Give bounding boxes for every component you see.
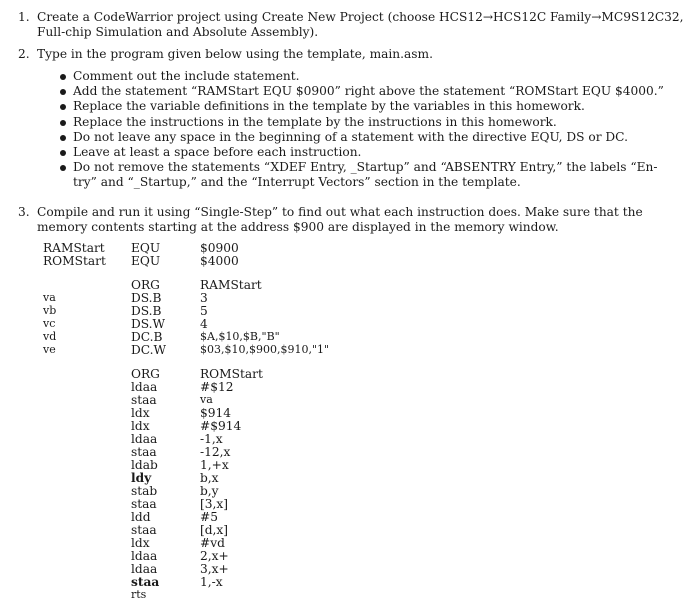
code-label: ve (43, 343, 56, 356)
code-operand: 3,x+ (200, 562, 229, 576)
code-operand: 1,-x (200, 575, 223, 589)
code-operand: va (200, 393, 213, 406)
code-operand: #5 (200, 510, 218, 524)
code-instruction: ldaa (131, 432, 158, 446)
bullet-item: Add the statement “RAMStart EQU $0900” right above the statement “ROMStart EQU $4000.” (60, 84, 680, 99)
code-operand: $A,$10,$B,"B" (200, 330, 280, 343)
code-instruction: ldaa (131, 549, 158, 563)
code-instruction: staa (131, 445, 157, 459)
code-operand: b,x (200, 471, 219, 485)
code-instruction: DS.W (131, 317, 166, 331)
code-operand: 3 (200, 291, 208, 305)
bullet-item: Replace the variable definitions in the template by the variables in this homework. (60, 99, 680, 114)
code-operand: 2,x+ (200, 549, 229, 563)
step-text (37, 47, 690, 62)
code-instruction: stab (131, 484, 158, 498)
code-operand: b,y (200, 484, 219, 498)
code-operand: #vd (200, 536, 225, 550)
step-line: Full-chip Simulation and Absolute Assembly). (37, 25, 319, 39)
code-label: ROMStart (43, 254, 106, 268)
step-2 (18, 47, 690, 62)
code-instruction: ldy (131, 471, 152, 485)
bullet-item: Replace the instructions in the template by the instructions in this homework. (60, 115, 680, 130)
step-text (37, 10, 690, 40)
code-instruction: ldd (131, 510, 151, 524)
code-instruction: ldaa (131, 380, 158, 394)
step-number: 1. (18, 10, 30, 24)
code-label: vc (43, 317, 56, 330)
code-instruction: ORG (131, 278, 160, 292)
bullet-dot-icon (60, 74, 66, 80)
code-operand: #$12 (200, 380, 234, 394)
code-operand: #$914 (200, 419, 242, 433)
code-label: RAMStart (43, 241, 105, 255)
code-instruction: DC.B (131, 330, 163, 344)
step-line: memory contents starting at the address $900 are displayed in the memory window. (37, 220, 559, 234)
code-instruction: staa (131, 393, 157, 407)
code-instruction: staa (131, 575, 160, 589)
code-operand: 1,+x (200, 458, 229, 472)
bullet-dot-icon (60, 120, 66, 126)
step-text (37, 205, 690, 235)
code-instruction: staa (131, 497, 157, 511)
code-operand: ROMStart (200, 367, 263, 381)
step-3 (18, 205, 690, 235)
code-instruction: EQU (131, 254, 161, 268)
code-operand: 5 (200, 304, 208, 318)
bullet-item: Comment out the include statement. (60, 69, 680, 84)
code-operand: 4 (200, 317, 208, 331)
code-operand: $4000 (200, 254, 239, 268)
bullet-dot-icon (60, 104, 66, 110)
step-number: 3. (18, 205, 30, 219)
code-operand: [d,x] (200, 523, 229, 537)
code-operand: $914 (200, 406, 232, 420)
code-label: vd (43, 330, 57, 343)
step-1 (18, 10, 690, 40)
code-operand: -12,x (200, 445, 231, 459)
code-instruction: DS.B (131, 291, 162, 305)
code-operand: -1,x (200, 432, 223, 446)
code-instruction: ldx (131, 419, 150, 433)
bullet-dot-icon (60, 150, 66, 156)
code-instruction: staa (131, 523, 157, 537)
step-line: Compile and run it using “Single-Step” to find out what each instruction does. Make sure that the (37, 205, 643, 219)
code-instruction: DS.B (131, 304, 162, 318)
code-instruction: EQU (131, 241, 161, 255)
code-operand: RAMStart (200, 278, 262, 292)
bullet-dot-icon (60, 135, 66, 141)
code-instruction: rts (131, 588, 147, 601)
bullet-dot-icon (60, 165, 66, 171)
code-label: vb (43, 304, 57, 317)
code-operand: $03,$10,$900,$910,"1" (200, 343, 330, 356)
bullet-item: Leave at least a space before each instruction. (60, 145, 680, 160)
code-instruction: DC.W (131, 343, 167, 357)
code-label: va (43, 291, 56, 304)
code-instruction: ldx (131, 536, 150, 550)
code-instruction: ldab (131, 458, 158, 472)
code-instruction: ldaa (131, 562, 158, 576)
instruction-bullets (60, 69, 680, 191)
code-operand: [3,x] (200, 497, 229, 511)
bullet-item: Do not leave any space in the beginning of a statement with the directive EQU, DS or DC. (60, 130, 680, 145)
step-line: Create a CodeWarrior project using Create New Project (choose HCS12→HCS12C Family→MC9S12C32, (37, 10, 684, 24)
code-instruction: ldx (131, 406, 150, 420)
bullet-item: Do not remove the statements “XDEF Entry, _Startup” and “ABSENTRY Entry,” the labels “En- try” and “_Startup,” and the “Interrupt Vectors” section in the template. (60, 160, 680, 190)
code-instruction: ORG (131, 367, 160, 381)
step-line: Type in the program given below using the template, main.asm. (37, 47, 433, 61)
bullet-dot-icon (60, 89, 66, 95)
step-number: 2. (18, 47, 30, 61)
code-operand: $0900 (200, 241, 239, 255)
